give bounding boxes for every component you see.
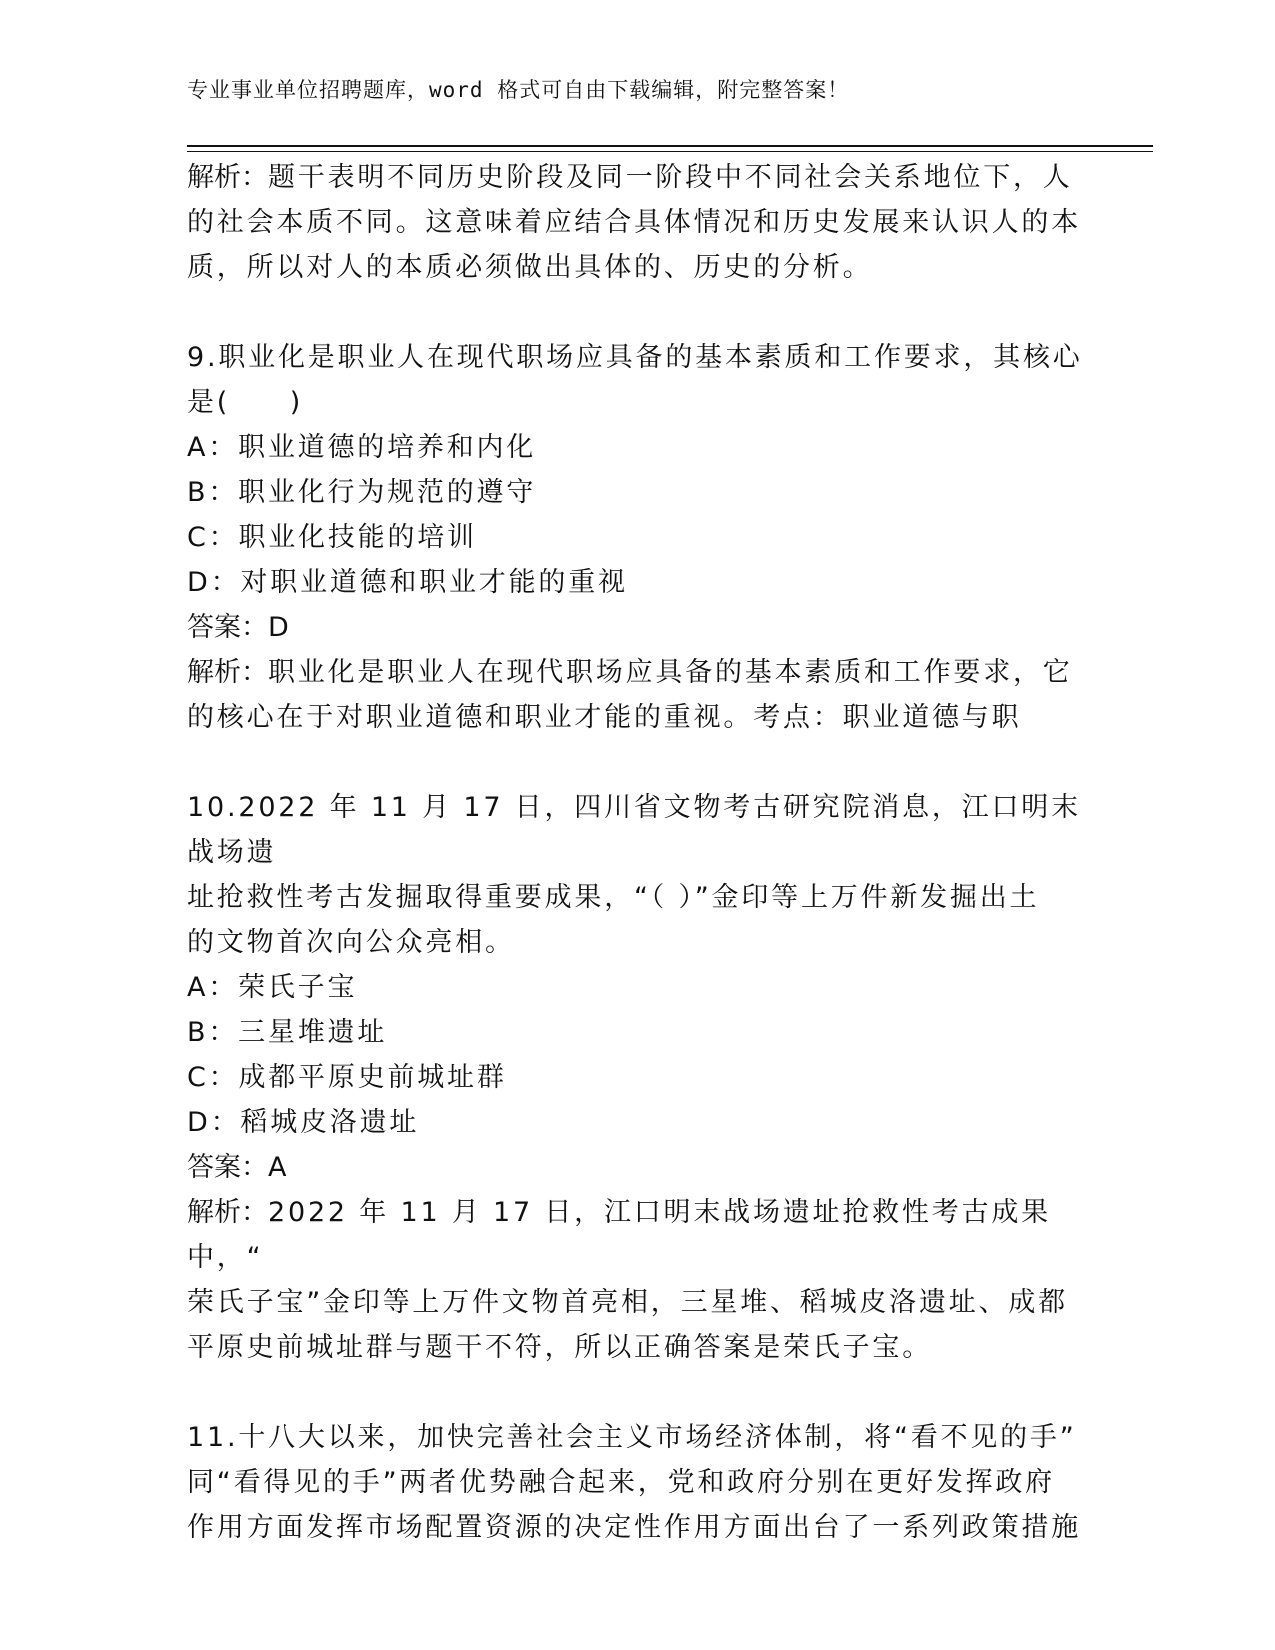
answer-label: 答案： [187,1152,268,1183]
analysis-line: 职业化是职业人在现代职场应具备的基本素质和工作要求，它 [268,657,1073,688]
analysis-line: 2022 年 11 月 17 日，江口明末战场遗址抢救性考古成果中，“ [187,1197,1051,1273]
question-stem: 10.2022 年 11 月 17 日，四川省文物考古研究院消息，江口明末战场遗 [187,792,1081,868]
answer-value: D [268,612,292,643]
header-rule-thin [187,151,1153,152]
analysis-line: 的社会本质不同。这意味着应结合具体情况和历史发展来认识人的本 [187,207,1081,238]
option-d: D：对职业道德和职业才能的重视 [187,567,628,598]
option-b: B：三星堆遗址 [187,1017,388,1048]
option-a: A：职业道德的培养和内化 [187,432,537,463]
answer-line [187,605,1087,650]
analysis-line: 题干表明不同历史阶段及同一阶段中不同社会关系地位下，人 [268,162,1073,193]
question-stem: 址抢救性考古发掘取得重要成果，“（ ）”金印等上万件新发掘出土 [187,882,1040,913]
analysis-block [187,155,1087,290]
question-11 [187,1415,1087,1550]
answer-value: A [268,1152,290,1183]
question-stem: 的文物首次向公众亮相。 [187,927,515,958]
analysis-line: 平原史前城址群与题干不符，所以正确答案是荣氏子宝。 [187,1332,932,1363]
analysis-line: 质，所以对人的本质必须做出具体的、历史的分析。 [187,252,873,283]
question-stem: 作用方面发挥市场配置资源的决定性作用方面出台了一系列政策措施 [187,1512,1081,1543]
answer-label: 答案： [187,612,268,643]
analysis-label: 解析： [187,657,268,688]
analysis-label: 解析： [187,1197,268,1228]
header-rule [187,145,1153,147]
option-b: B：职业化行为规范的遵守 [187,477,537,508]
question-9 [187,335,1087,740]
option-c: C：职业化技能的培训 [187,522,477,553]
analysis-label: 解析： [187,162,268,193]
option-d: D：稻城皮洛遗址 [187,1107,420,1138]
analysis-line: 荣氏子宝”金印等上万件文物首亮相，三星堆、稻城皮洛遗址、成都 [187,1287,1068,1318]
question-stem: 同“看得见的手”两者优势融合起来，党和政府分别在更好发挥政府 [187,1467,1055,1498]
page-header: 专业事业单位招聘题库，word 格式可自由下载编辑，附完整答案！ [187,78,850,102]
option-a: A：荣氏子宝 [187,972,358,1003]
question-stem: 是( ) [187,387,304,418]
document-body [187,155,1087,1550]
answer-line [187,1145,1087,1190]
question-stem: 11.十八大以来，加快完善社会主义市场经济体制，将“看不见的手” [187,1422,1077,1453]
question-stem: 9.职业化是职业人在现代职场应具备的基本素质和工作要求，其核心 [187,342,1083,373]
question-10 [187,785,1087,1370]
option-c: C：成都平原史前城址群 [187,1062,507,1093]
analysis-line: 的核心在于对职业道德和职业才能的重视。考点：职业道德与职 [187,702,1022,733]
